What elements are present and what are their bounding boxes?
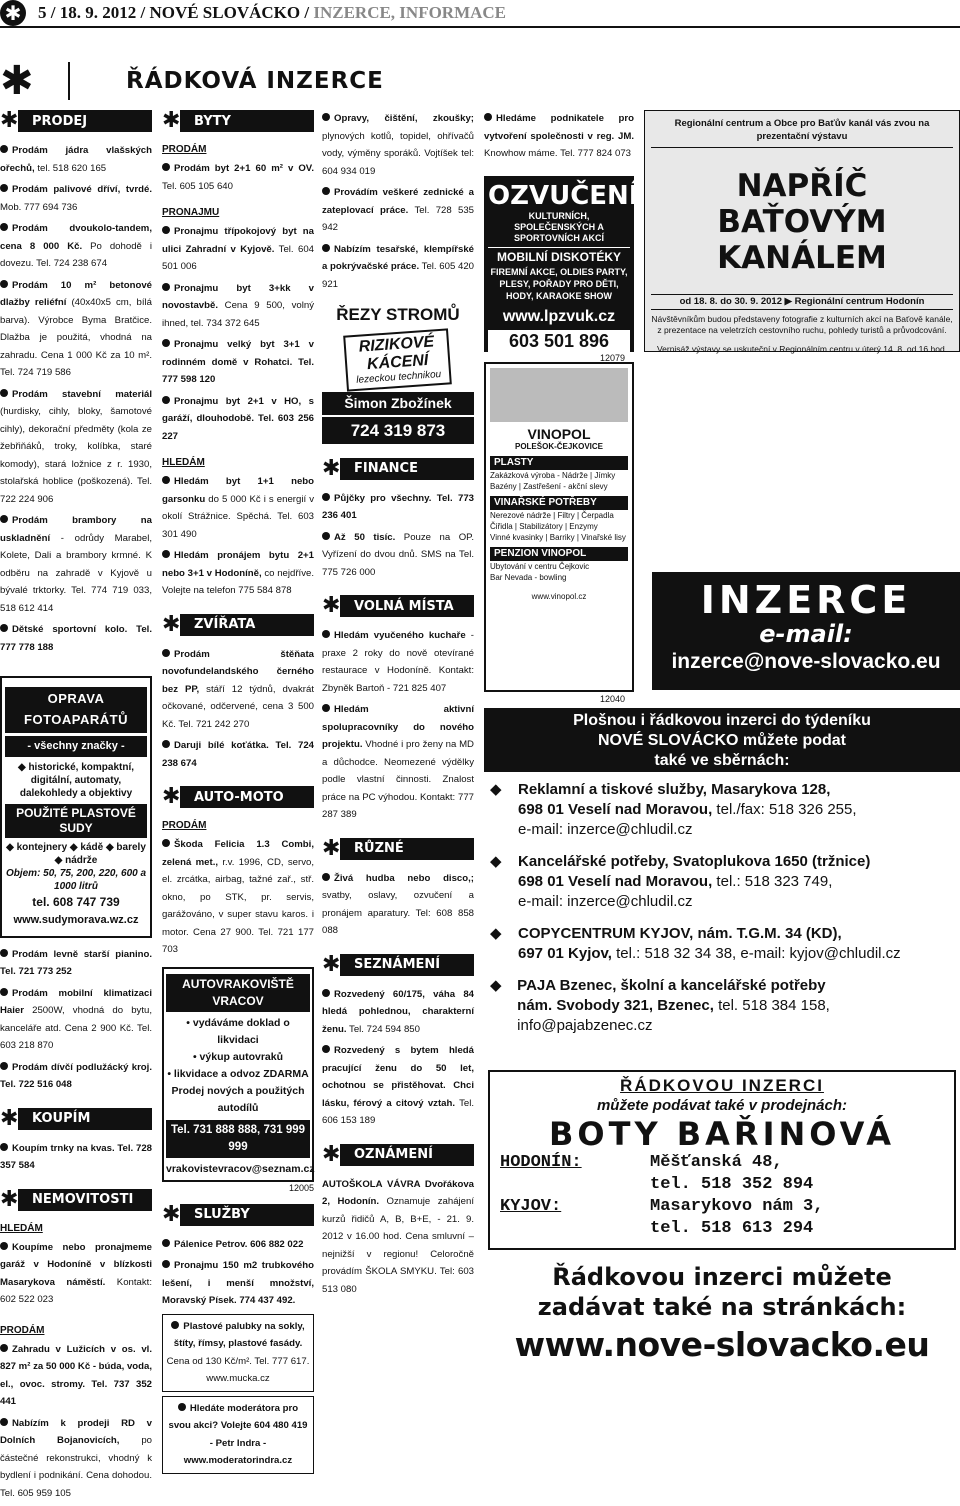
- bullet-icon: [0, 1418, 8, 1426]
- ad: Prodám mobilní klimatizaci Haier 2500W, vhodná do bytu, kanceláře atd. Cena 2 900 Kč. Tel. 603 218 870: [0, 987, 152, 1052]
- page-header: [0, 0, 960, 28]
- ad: Hledám vyučeného kuchaře - praxe 2 roky do nově otevírané restaurace v Hodoníně. Kontakt: Zbyněk Bartoň - 721 825 407: [322, 630, 474, 694]
- ad: Hledáme podnikatele pro vytvoření společnosti v reg. JM. Knowhow máme. Tel. 777 824 073: [484, 113, 634, 159]
- bullet-icon: [484, 113, 492, 121]
- ad: Pálenice Petrov. 606 882 022: [162, 1236, 314, 1254]
- ad: Nabízím tesařské, klempířské a pokrývačské práce. Tel. 605 420 921: [322, 243, 474, 290]
- category-header-oznameni: ✱ OZNÁMENÍ: [322, 1144, 474, 1166]
- bullet-icon: [322, 493, 330, 501]
- diamond-bullet-icon: ◆: [490, 977, 502, 994]
- ad-code: 12079: [600, 353, 626, 363]
- asterisk-icon: ✱: [0, 58, 34, 104]
- subheading: PRODÁM: [162, 144, 207, 155]
- ozvuceni-ad: OZVUČENÍ KULTURNÍCH, SPOLEČENSKÝCH A SPORTOVNÍCH AKCÍ MOBILNÍ DISKOTÉKY FIREMNÍ AKCE, OLDIES PARTY, PLESY, POŘADY PRO DĚTI, HODY, KARAOKE SHOW www.lpzvuk.cz 603 501 896: [484, 176, 634, 352]
- category-header-auto: ✱ AUTO-MOTO: [162, 786, 314, 808]
- ad-moderator: Hledáte moderátora pro svou akci? Volejte 604 480 419 - Petr Indra - www.moderatorindra.cz: [162, 1396, 314, 1474]
- ad-koupim: Koupím trnky na kvas. Tel. 728 357 584: [0, 1142, 152, 1172]
- bullet-icon: [0, 184, 8, 192]
- asterisk-icon: ✱: [162, 1201, 181, 1227]
- bullet-icon: [162, 283, 170, 291]
- bullet-icon: [0, 624, 8, 632]
- ad-nem-1: Koupíme nebo pronajmeme garáž v Hodoníně v blízkosti Masarykova náměstí. Kontakt: 602 522 023: [0, 1241, 152, 1306]
- asterisk-icon: ✱: [322, 835, 341, 861]
- ad: Prodám brambory na uskladnění - odrůdy Marabel, Kolete, Dali a brambory krmné. K odběru na zahradě v Kyjově u bývalé trktorky. Tel. 774 719 033, 518 612 414: [0, 515, 152, 614]
- bullet-icon: [322, 630, 330, 638]
- category-header-byty: ✱ BYTY: [162, 110, 314, 132]
- bullet-icon: [322, 989, 330, 997]
- bullet-icon: [322, 187, 330, 195]
- ad: Prodám jádra vlašských ořechů, tel. 518 620 165: [0, 145, 152, 174]
- column-2: [162, 110, 314, 1478]
- boat-photo: [490, 368, 628, 422]
- bullet-icon: [322, 113, 330, 121]
- category-header-volna-mista: ✱ VOLNÁ MÍSTA: [322, 595, 474, 617]
- ad: Pronajmu třípokojový byt na ulici Zahradní v Kyjově. Tel. 604 501 006: [162, 226, 314, 272]
- bullet-icon: [162, 839, 170, 847]
- bullet-icon: [162, 649, 170, 657]
- asterisk-icon: ✱: [0, 108, 19, 133]
- ad: Prodám palivové dříví, tvrdé. Mob. 777 694 736: [0, 184, 152, 213]
- ad: Rozvedený 60/175, váha 84 hledá pohlednou, charakterní ženu. Tel. 724 594 850: [322, 988, 474, 1035]
- subheading: PRONAJMU: [162, 207, 220, 218]
- asterisk-icon: ✱: [162, 784, 181, 809]
- vinopol-ad: VINOPOL POLEŠOK-ČEJKOVICE PLASTY Zakázková výroba - Nádrže | Jímky Bazény | Zastřešení - akční slevy VINAŘSKÉ POTŘEBY Nerezové nádrže | Filtry | Čerpadla Čiřidla | Stabilizátory | Enzymy Vinné kvasinky | Barriky | Vinařské lisy PENZION VINOPOL Ubytování v centru Čejkovic Bar Nevada - bowling www.vinopol.cz: [484, 362, 634, 692]
- bullet-icon: [0, 1344, 8, 1352]
- bullet-icon: [162, 1260, 170, 1268]
- category-header-nemovitosti: ✱ NEMOVITOSTI: [0, 1189, 152, 1211]
- category-header-ruzne: ✱ RŮZNÉ: [322, 838, 474, 860]
- ad-nem-3: Nabízím k prodeji RD v Dolních Bojanovicích, po částečné rekonstrukci, vhodný k bydlení i podnikání. Cena dohodou. Tel. 605 959 105: [0, 1417, 152, 1499]
- ad: Opravy, čištění, zkoušky; plynových kotlů, topidel, ohřívačů vody, výměny sporáků. Vojtíšek tel: 604 934 019: [322, 113, 474, 177]
- ad: Rozvedený s bytem hledá pracující ženu do 50 let, ochotnou se přistěhovat. Chci lásku, férový a citový vztah. Tel. 606 153 189: [322, 1045, 474, 1127]
- asterisk-icon: ✱: [0, 1105, 19, 1131]
- bullet-icon: [0, 1242, 8, 1250]
- ad: Pronajmu byt 3+kk v novostavbě. Cena 9 500, volný ihned, tel. 734 372 645: [162, 282, 314, 329]
- column-1: [0, 110, 152, 1506]
- column-3: [322, 110, 474, 1302]
- section-title: [0, 60, 960, 102]
- bullet-icon: [162, 396, 170, 404]
- ad: Prodám stavební materiál (hurdisky, cihly, bloky, šamotové cihly), dekorační předměty (kola ze žebřiňáků, troky, kolíbka, staré komody), stará ložnice z r. 1930, stolařská hoblice (poškozená). Tel. 722 224 906: [0, 388, 152, 505]
- category-header-koupim: ✱ KOUPÍM: [0, 1108, 152, 1130]
- asterisk-icon: ✱: [322, 1141, 341, 1167]
- ad-nem-2: Zahradu v Lužicích v os. vl. 827 m² za 50 000 Kč - búda, voda, el., ovoc. stromy. Tel. 737 352 441: [0, 1343, 152, 1408]
- bullet-icon: [171, 1321, 179, 1329]
- ad: Prodám levně starší pianino. Tel. 721 773 252: [0, 948, 152, 978]
- inzerce-email-ad: INZERCE e-mail: inzerce@nove-slovacko.eu: [652, 572, 960, 690]
- ad: Pronajmu velký byt 3+1 v rodinném domě v Rohatci. Tel. 777 598 120: [162, 339, 314, 385]
- category-header-prodej: ✱ PRODEJ: [0, 110, 152, 132]
- bullet-icon: [0, 1062, 8, 1070]
- bullet-icon: [0, 145, 8, 153]
- ad-code: 12040: [600, 694, 626, 704]
- ad: Prodám štěňata novofundelandského černého bez PP, stáří 12 týdnů, dvakrát očkované, odčervené, cena 3 500 Kč. Tel. 721 242 270: [162, 648, 314, 730]
- diamond-bullet-icon: ◆: [490, 781, 502, 798]
- bullet-icon: [162, 550, 170, 558]
- ad: Prodám 10 m² betonové dlažby reliéfní (40x40x5 cm, bílá barva). Výrobce Byma Bratčice. Dlažba je použitá, vhodná na zahradu. Cena 1 000 Kč za 10 m². Tel. 724 719 586: [0, 279, 152, 378]
- bullet-icon: [322, 532, 330, 540]
- shops-list: [490, 780, 956, 1048]
- ad: Provádím veškeré zednické a zateplovací práce. Tel. 728 535 942: [322, 187, 475, 233]
- shop-item: ◆ Reklamní a tiskové služby, Masarykova 128, 698 01 Veselí nad Moravou, tel./fax: 518 326 255, e-mail: inzerce@chludil.cz: [490, 781, 857, 838]
- bullet-icon: [162, 226, 170, 234]
- shop-item: ◆ PAJA Bzenec, školní a kancelářské potřeby nám. Svobody 321, Bzenec, tel. 518 384 158, info@pajabzenec.cz: [490, 977, 830, 1034]
- subheading: HLEDÁM: [162, 457, 205, 468]
- ad: AUTOŠKOLA VÁVRA Dvořákova 2, Hodonín. Oznamuje zahájení kurzů řidičů A, B, B+E, - 21. 9. 2012 v 16.00 hod. Cena smluvní – nejnižší v regionu! Celoročně provádím ŠKOLA SMYKU. Tel: 603 513 080: [322, 1178, 474, 1295]
- asterisk-icon: ✱: [322, 455, 341, 481]
- asterisk-icon: ✱: [162, 108, 181, 133]
- ad: Živá hudba nebo disco,; svatby, oslavy, ozvučení a pronájem aparatury. Tel: 608 858 088: [322, 872, 474, 937]
- bullet-icon: [162, 163, 170, 171]
- ad-code: 12005: [288, 1182, 314, 1193]
- bullet-icon: [162, 339, 170, 347]
- bullet-icon: [0, 280, 8, 288]
- subheading: PRODÁM: [162, 820, 207, 831]
- bullet-icon: [322, 704, 330, 712]
- subheading-prodam: PRODÁM: [0, 1324, 45, 1336]
- subheading-hledam: HLEDÁM: [0, 1222, 43, 1234]
- asterisk-icon: ✱: [162, 611, 181, 637]
- ad: Půjčky pro všechny. Tel. 773 236 401: [322, 492, 474, 522]
- header-title: 5 / 18. 9. 2012 / NOVÉ SLOVÁCKO / INZERCE, INFORMACE: [38, 3, 507, 22]
- ad: Prodám byt 2+1 60 m² v OV. Tel. 605 105 640: [162, 163, 314, 192]
- ad: Dětské sportovní kolo. Tel. 777 778 188: [0, 624, 152, 653]
- ad: Škoda Felicia 1.3 Combi, zelená met., r.v. 1996, CD, servo, el. zrcátka, airbag, tažné zař., stř. okno, po STK, pr. servis, garážováno, v super stavu karos. i motor. Cena 27 900. Tel. 721 177 703: [162, 839, 314, 955]
- boty-ad: ŘÁDKOVOU INZERCI můžete podávat také v prodejnách: BOTY BAŘINOVÁ HODONÍN: Měšťanská 48, tel. 518 352 894 KYJOV: Masarykovo nám 3, tel. 518 613 294: [488, 1070, 956, 1250]
- ad: Daruji bílé koťátka. Tel. 724 238 674: [162, 740, 314, 769]
- ad: Až 50 tisíc. Pouze na OP. Vyřízení do dvou dnů. SMS na Tel. 775 726 000: [322, 531, 474, 578]
- diamond-bullet-icon: ◆: [490, 853, 502, 870]
- bullet-icon: [322, 873, 330, 881]
- ad: Prodám dvoukolo-tandem, cena 8 000 Kč. Po dohodě i dovezu. Tel. 724 238 674: [0, 223, 152, 269]
- asterisk-icon: ✱: [322, 593, 341, 619]
- sberny-banner: Plošnou i řádkovou inzerci do týdeníku NOVÉ SLOVÁCKO můžete podat také ve sběrnách:: [484, 708, 960, 772]
- bullet-icon: [178, 1403, 186, 1411]
- category-header-zvirata: ✱ ZVÍŘATA: [162, 614, 314, 636]
- page-title: ŘÁDKOVÁ INZERCE: [126, 68, 384, 94]
- category-header-sluzby: ✱ SLUŽBY: [162, 1204, 314, 1226]
- bullet-icon: [0, 515, 8, 523]
- category-header-finance: ✱ FINANCE: [322, 458, 474, 480]
- kanal-ad: Regionální centrum a Obce pro Baťův kanál vás zvou na prezentační výstavu NAPŘÍČ BAŤOVÝM KANÁLEM od 18. 8. do 30. 9. 2012 ▶ Regionální centrum Hodonín Návštěvníkům budou představeny fotografie z kulturních akcí na Baťově kanále, z prezentace na veletrzích cestovního ruchu, pohledy turistů a průvodcování. Vernisáž výstavy se uskuteční v Regionálním centru v úterý 14. 8. od 16 hod.: [644, 110, 960, 352]
- ad: Pronajmu byt 2+1 v HO, s garáží, dlouhodobě. Tel. 603 256 227: [162, 395, 314, 442]
- asterisk-icon: ✱: [322, 951, 341, 977]
- bullet-icon: [322, 1045, 330, 1053]
- bullet-icon: [0, 223, 8, 231]
- foto-ad-box: OPRAVA FOTOAPARÁTŮ - všechny značky - ◆ historické, kompaktní, digitální, automaty, dalekohledy a objektivy POUŽITÉ PLASTOVÉ SUDY ◆ kontejnery ◆ kádě ◆ barely ◆ nádrže Objem: 50, 75, 200, 220, 600 a 1000 litrů tel. 608 747 739 www.sudymorava.wz.cz: [0, 676, 152, 938]
- ad: Pronajmu 150 m2 trubkového lešení, i menší množství, Moravský Písek. 774 437 492.: [162, 1260, 314, 1306]
- shop-item: ◆ COPYCENTRUM KYJOV, nám. T.G.M. 34 (KD), 697 01 Kyjov, tel.: 518 32 34 38, e-mail: kyjov@chludil.cz: [490, 925, 901, 962]
- ad-palubky: Plastové palubky na sokly, štíty, římsy, plastové fasády. Cena od 130 Kč/m². Tel. 777 617. www.mucka.cz: [162, 1314, 314, 1392]
- ad: Prodám dívčí podlužácký kroj. Tel. 722 516 048: [0, 1061, 152, 1091]
- bullet-icon: [0, 988, 8, 996]
- vrakoviste-ad: AUTOVRAKOVIŠTĚ VRACOV • vydáváme doklad o likvidaci • výkup autovraků • likvidace a odvoz ZDARMA Prodej nových a použitých autodílů Tel. 731 888 888, 731 999 999 vrakovistevracov@seznam.cz: [162, 967, 314, 1182]
- shop-item: ◆ Kancelářské potřeby, Svatoplukova 1650 (tržnice) 698 01 Veselí nad Moravou, tel.: 518 323 749, e-mail: inzerce@chludil.cz: [490, 853, 871, 910]
- asterisk-icon: ✱: [0, 1186, 19, 1212]
- ad: Hledám aktivní spolupracovníky do nového projektu. Vhodné i pro ženy na MD a důchodce. Neomezené výdělky podle vlastní činnosti. Znalost práce na PC výhodou. Kontakt: 777 287 389: [322, 704, 474, 821]
- category-header-seznameni: ✱ SEZNÁMENÍ: [322, 954, 474, 976]
- bullet-icon: [162, 476, 170, 484]
- bullet-icon: [0, 949, 8, 957]
- bullet-icon: [162, 740, 170, 748]
- bullet-icon: [322, 244, 330, 252]
- ad: Hledám byt 1+1 nebo garsonku do 5 000 Kč i s energií v okolí Strážnice. Spěchá. Tel. 603 301 490: [162, 476, 314, 540]
- divider: [68, 62, 70, 100]
- bullet-icon: [0, 1143, 8, 1151]
- ad: Hledám pronájem bytu 2+1 nebo 3+1 v Hodoníně, co nejdříve. Volejte na telefon 775 584 878: [162, 550, 314, 596]
- asterisk-logo-icon: ✱: [0, 0, 26, 26]
- bullet-icon: [162, 1239, 170, 1247]
- web-ad: Řádkovou inzerci můžete zadávat také na stránkách: www.nove-slovacko.eu: [514, 1263, 930, 1364]
- diamond-bullet-icon: ◆: [490, 925, 502, 942]
- rezy-stromu-ad: ŘEZY STROMŮ RIZIKOVÉ KÁCENÍ lezeckou technikou Šimon Zbožínek 724 319 873: [322, 301, 474, 444]
- bullet-icon: [0, 389, 8, 397]
